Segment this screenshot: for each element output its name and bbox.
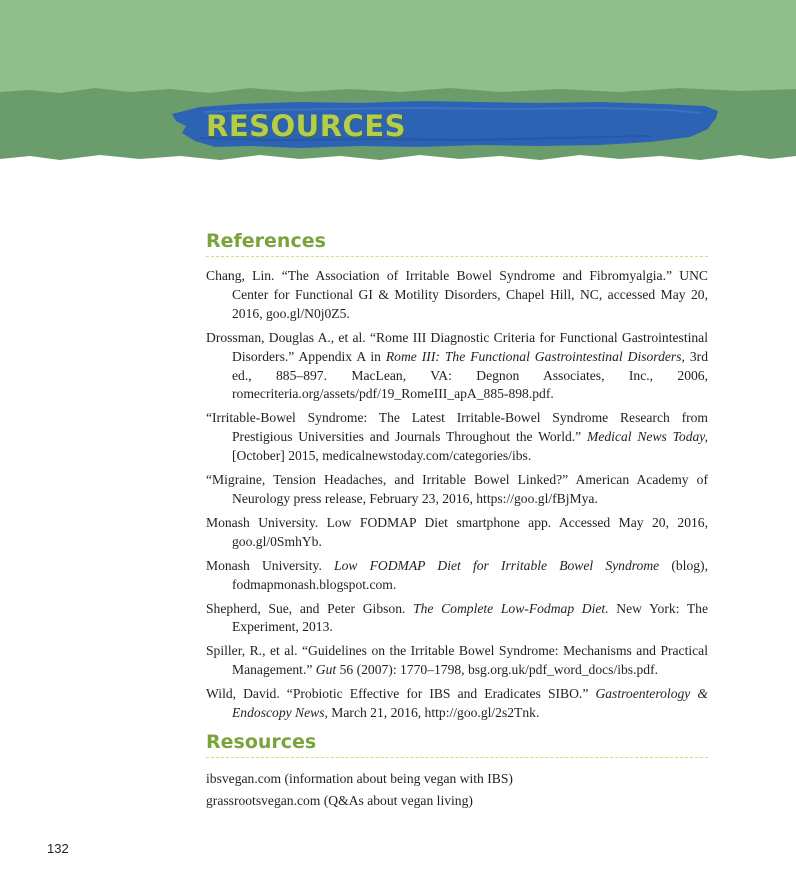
reference-entry xyxy=(206,471,708,509)
reference-title: Medical News Today, xyxy=(587,429,708,445)
reference-text: “Migraine, Tension Headaches, and Irritable Bowel Linked?” American Academy of Neurology press release, February 23, 2016, https://goo.gl/fBjMya. xyxy=(206,472,708,506)
reference-text: (blog), fodmapmonash.blogspot.com. xyxy=(232,557,708,592)
reference-text: “Irritable-Bowel Syndrome: The Latest Irritable-Bowel Syndrome Research from Prestigious Universities and Journals Throughout the World.” xyxy=(206,410,708,445)
reference-text: Spiller, R., et al. “Guidelines on the Irritable Bowel Syndrome: Mechanisms and Practical Management.” xyxy=(206,643,708,678)
resources-section xyxy=(206,730,708,812)
reference-title: The Complete Low-Fodmap Diet. xyxy=(413,600,609,616)
reference-text: Monash University. Low FODMAP Diet smartphone app. Accessed May 20, 2016, goo.gl/0SmhYb. xyxy=(206,514,708,549)
references-heading: References xyxy=(206,229,708,257)
resources-heading: Resources xyxy=(206,730,708,758)
reference-text: Shepherd, Sue, and Peter Gibson. xyxy=(206,600,414,616)
reference-text: New York: The Experiment, 2013. xyxy=(232,600,708,635)
reference-text: Monash University. xyxy=(206,557,335,573)
reference-entry xyxy=(206,600,708,638)
reference-entry xyxy=(206,409,708,466)
page-title: RESOURCES xyxy=(206,109,407,143)
references-list xyxy=(206,267,708,723)
reference-title: Gastroenterology & Endoscopy News, xyxy=(232,686,708,721)
resource-link: ibsvegan.com (information about being vegan with IBS) xyxy=(206,771,513,786)
reference-text: 56 (2007): 1770–1798, bsg.org.uk/pdf_word_docs/ibs.pdf. xyxy=(336,662,659,678)
reference-text: Wild, David. “Probiotic Effective for IBS and Eradicates SIBO.” xyxy=(206,686,596,702)
reference-entry xyxy=(206,514,708,552)
reference-entry xyxy=(206,267,708,324)
reference-title: Low FODMAP Diet for Irritable Bowel Syndrome xyxy=(334,557,660,573)
header-banner xyxy=(0,0,796,170)
resource-link: grassrootsvegan.com (Q&As about vegan living) xyxy=(206,793,473,808)
reference-text: March 21, 2016, http://goo.gl/2s2Tnk. xyxy=(327,705,540,721)
reference-text: Drossman, Douglas A., et al. “Rome III Diagnostic Criteria for Functional Gastrointestinal Disorders.” Appendix A in xyxy=(206,329,708,364)
reference-entry xyxy=(206,642,708,680)
references-section xyxy=(206,229,708,728)
reference-entry xyxy=(206,557,708,595)
page-number: 132 xyxy=(47,841,69,856)
reference-text: 3rd ed., 885–897. MacLean, VA: Degnon Associates, Inc., 2006, romecriteria.org/assets/pdf/19_RomeIII_apA_885-898.pdf. xyxy=(232,348,708,402)
reference-text: [October] 2015, medicalnewstoday.com/categories/ibs. xyxy=(232,448,532,464)
reference-text: Chang, Lin. “The Association of Irritable Bowel Syndrome and Fibromyalgia.” UNC Center for Functional GI & Motility Disorders, Chapel Hill, NC, accessed May 20, 2016, goo.gl/N0j0Z5. xyxy=(206,268,708,321)
reference-entry xyxy=(206,685,708,723)
resources-list xyxy=(206,768,708,812)
reference-entry xyxy=(206,329,708,405)
reference-title: Rome III: The Functional Gastrointestinal Disorders, xyxy=(385,348,685,364)
reference-title: Gut xyxy=(315,662,337,678)
